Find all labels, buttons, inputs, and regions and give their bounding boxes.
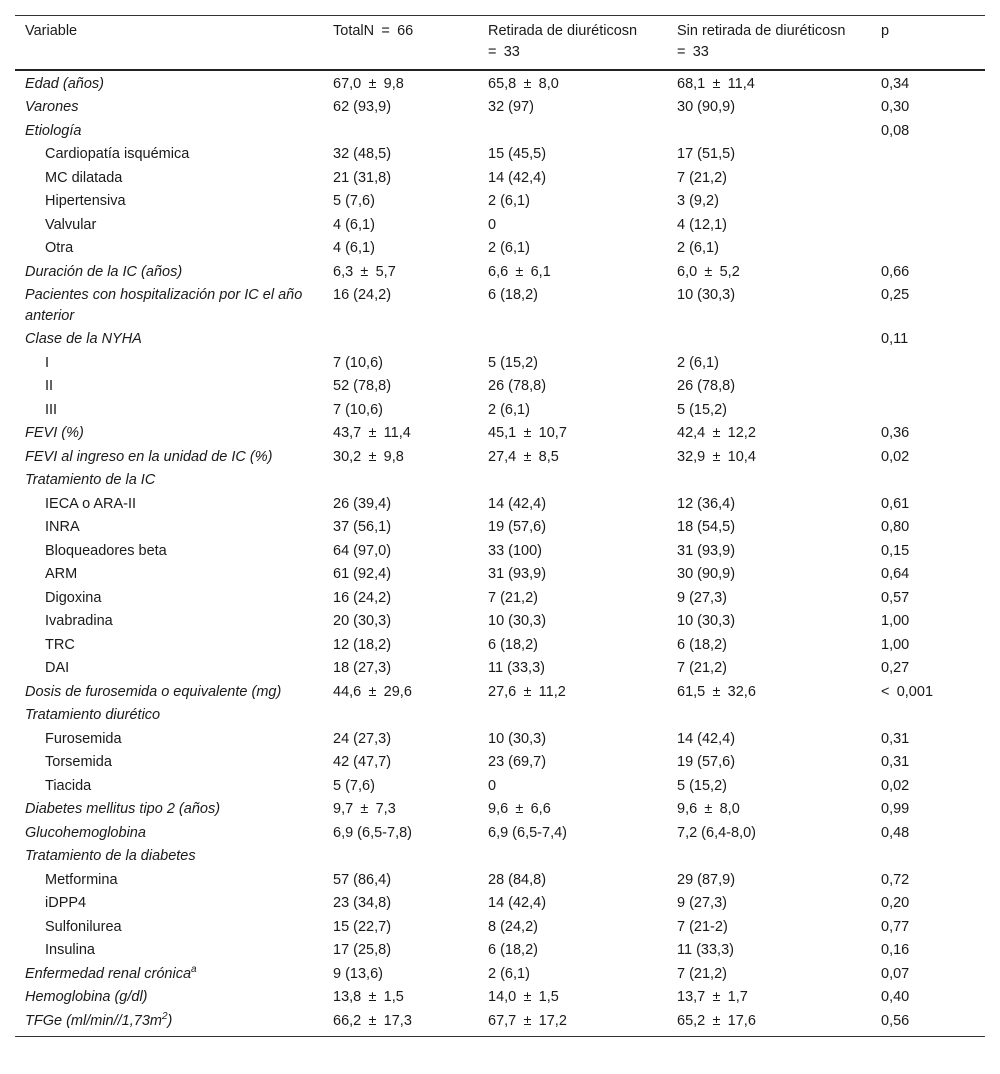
cell-sin-retirada: [667, 845, 871, 848]
row-label: [15, 72, 323, 96]
cell-retirada: 31 (93,9): [488, 566, 547, 582]
cell-sin-retirada: 17 (51,5): [677, 146, 736, 162]
cell-retirada: 6 (18,2): [488, 287, 538, 303]
cell-total: 52 (78,8): [333, 378, 392, 394]
cell-p: 0,20: [881, 895, 910, 911]
cell-total: 7 (10,6): [333, 354, 383, 371]
cell-p: [871, 143, 985, 146]
cell-sin-retirada: 68,1 ± 11,4: [677, 75, 755, 92]
cell-total: 21 (31,8): [333, 169, 392, 186]
cell-retirada: 23 (69,7): [488, 754, 547, 770]
cell-sin-retirada: 12 (36,4): [677, 495, 736, 512]
cell-sin-retirada: [667, 469, 871, 472]
cell-sin-retirada: 13,7 ± 1,7: [677, 989, 748, 1005]
cell-retirada: 8 (24,2): [488, 918, 538, 935]
table-row: [15, 633, 985, 657]
row-label: [15, 351, 323, 375]
row-label-text: INRA: [45, 519, 80, 535]
cell-total: [323, 845, 478, 848]
cell-p: 0,66: [881, 263, 910, 280]
cell-sin-retirada: 31 (93,9): [677, 542, 736, 559]
table-row: [15, 328, 985, 352]
row-label: [15, 868, 323, 892]
row-label-text: ARM: [45, 566, 78, 582]
row-label: [15, 563, 323, 587]
cell-p: 0,07: [881, 965, 910, 982]
cell-retirada: 45,1 ± 10,7: [488, 425, 567, 441]
row-label: [15, 260, 323, 284]
cell-total: 67,0 ± 9,8: [333, 75, 404, 92]
row-label-text: Clase de la NYHA: [25, 331, 142, 347]
header-sin-retirada: Sin retirada de diuréticosn = 33: [677, 23, 853, 60]
cell-sin-retirada: 65,2 ± 17,6: [677, 1012, 756, 1029]
table-row: [15, 96, 985, 120]
cell-p: 0,34: [881, 75, 910, 92]
row-label-text: II: [45, 378, 54, 394]
cell-retirada: 2 (6,1): [488, 240, 530, 256]
table-row: [15, 516, 985, 540]
cell-sin-retirada: 29 (87,9): [677, 871, 736, 888]
cell-sin-retirada: 26 (78,8): [677, 378, 736, 394]
row-label: [15, 915, 323, 939]
cell-p: 0,30: [881, 99, 910, 115]
header-p: p: [881, 23, 890, 39]
table-header-row: [15, 16, 985, 71]
cell-retirada: 10 (30,3): [488, 730, 547, 747]
row-label: [15, 1009, 323, 1033]
cell-p: [871, 213, 985, 216]
cell-total: 66,2 ± 17,3: [333, 1012, 412, 1029]
table-row: [15, 351, 985, 375]
cell-sin-retirada: 5 (15,2): [677, 401, 727, 418]
cell-sin-retirada: 9 (27,3): [677, 589, 727, 606]
cell-total: 17 (25,8): [333, 942, 392, 958]
table-row: [15, 492, 985, 516]
cell-sin-retirada: [667, 704, 871, 707]
cell-sin-retirada: 32,9 ± 10,4: [677, 448, 756, 465]
row-label: [15, 727, 323, 751]
cell-sin-retirada: 9 (27,3): [677, 895, 727, 911]
row-label: [15, 375, 323, 399]
row-label-text: Otra: [45, 240, 74, 256]
table-body: [15, 71, 985, 1033]
row-label-text: Furosemida: [45, 730, 122, 747]
table-row: [15, 284, 985, 328]
row-label-text: Dosis de furosemida o equivalente (mg): [25, 683, 282, 700]
cell-sin-retirada: [667, 328, 871, 331]
cell-sin-retirada: 2 (6,1): [677, 240, 719, 256]
row-label-text: Pacientes con hospitalización por IC el año anterior: [25, 287, 303, 324]
cell-p: 0,56: [881, 1012, 910, 1029]
cell-total: [323, 119, 478, 122]
cell-retirada: 14 (42,4): [488, 895, 547, 911]
cell-sin-retirada: 11 (33,3): [677, 942, 734, 958]
cell-p: 0,11: [881, 331, 909, 347]
row-label: [15, 610, 323, 634]
cell-retirada: [478, 328, 667, 331]
table-row: [15, 143, 985, 167]
table-row: [15, 190, 985, 214]
row-label-text: Glucohemoglobina: [25, 824, 146, 841]
row-label-text: Tratamiento de la IC: [25, 472, 156, 488]
cell-retirada: [478, 845, 667, 848]
cell-retirada: 6 (18,2): [488, 636, 538, 653]
table-row: [15, 892, 985, 916]
cell-p: 0,31: [881, 730, 910, 747]
row-label: [15, 798, 323, 822]
table-row: [15, 237, 985, 261]
cell-p: [871, 351, 985, 354]
cell-p: 0,16: [881, 942, 910, 958]
cell-p: 0,72: [881, 871, 910, 888]
cell-total: 6,9 (6,5-7,8): [333, 824, 412, 841]
table-bottom-rule: [15, 1036, 985, 1037]
cell-sin-retirada: 7 (21,2): [677, 169, 727, 186]
row-label: [15, 586, 323, 610]
table-row: [15, 774, 985, 798]
row-label: [15, 986, 323, 1010]
row-label-text: iDPP4: [45, 895, 87, 911]
row-label-text: Edad (años): [25, 75, 104, 92]
row-label: [15, 166, 323, 190]
cell-total: [323, 328, 478, 331]
cell-retirada: 14,0 ± 1,5: [488, 989, 559, 1005]
header-total: TotalN = 66: [333, 23, 414, 39]
cell-p: 0,57: [881, 589, 910, 606]
cell-sin-retirada: 7 (21,2): [677, 660, 727, 676]
row-label: [15, 96, 323, 120]
cell-p: [871, 704, 985, 707]
cell-total: [323, 469, 478, 472]
row-label: [15, 422, 323, 446]
table-row: [15, 939, 985, 963]
cell-total: 44,6 ± 29,6: [333, 683, 412, 700]
cell-p: 0,40: [881, 989, 910, 1005]
cell-total: 64 (97,0): [333, 542, 392, 559]
row-label-text: Bloqueadores beta: [45, 542, 167, 559]
table-row: [15, 680, 985, 704]
cell-sin-retirada: 30 (90,9): [677, 566, 736, 582]
cell-total: 30,2 ± 9,8: [333, 448, 404, 465]
row-label-text: Sulfonilurea: [45, 918, 122, 935]
cell-p: 0,99: [881, 801, 910, 817]
cell-sin-retirada: 18 (54,5): [677, 519, 736, 535]
row-label: [15, 774, 323, 798]
row-label: [15, 845, 323, 869]
row-label: [15, 190, 323, 214]
cell-retirada: 10 (30,3): [488, 613, 547, 629]
table-row: [15, 1009, 985, 1033]
cell-retirada: 65,8 ± 8,0: [488, 75, 559, 92]
table-row: [15, 539, 985, 563]
cell-p: [871, 469, 985, 472]
cell-sin-retirada: 5 (15,2): [677, 777, 727, 794]
cell-p: 0,08: [881, 122, 910, 139]
cell-p: [871, 398, 985, 401]
cell-p: 0,77: [881, 918, 910, 935]
cell-total: 4 (6,1): [333, 240, 375, 256]
cell-sin-retirada: 30 (90,9): [677, 99, 736, 115]
row-label-text: Hemoglobina (g/dl): [25, 989, 148, 1005]
row-label-text: Tratamiento de la diabetes: [25, 848, 196, 864]
cell-total: 26 (39,4): [333, 495, 392, 512]
cell-retirada: 32 (97): [488, 99, 534, 115]
cell-sin-retirada: 2 (6,1): [677, 354, 719, 371]
cell-sin-retirada: 7 (21-2): [677, 918, 728, 935]
cell-retirada: 33 (100): [488, 542, 543, 559]
cell-retirada: 0: [488, 777, 497, 794]
row-label: [15, 328, 323, 352]
table-row: [15, 751, 985, 775]
cell-total: 6,3 ± 5,7: [333, 263, 396, 280]
cell-retirada: 11 (33,3): [488, 660, 545, 676]
cell-total: 7 (10,6): [333, 401, 383, 418]
row-label: [15, 939, 323, 963]
cell-p: 0,27: [881, 660, 910, 676]
table-row: [15, 962, 985, 986]
table-row: [15, 798, 985, 822]
cell-total: 42 (47,7): [333, 754, 392, 770]
row-label-suffix: ): [167, 1012, 173, 1029]
row-label: [15, 751, 323, 775]
cell-p: 0,02: [881, 448, 910, 465]
cell-retirada: 26 (78,8): [488, 378, 547, 394]
row-label: [15, 492, 323, 516]
cell-total: 43,7 ± 11,4: [333, 425, 411, 441]
cell-p: 0,64: [881, 566, 910, 582]
row-label-text: Cardiopatía isquémica: [45, 146, 190, 162]
table-row: [15, 915, 985, 939]
table-row: [15, 119, 985, 143]
row-label: [15, 704, 323, 728]
cell-retirada: 67,7 ± 17,2: [488, 1012, 567, 1029]
row-label-text: TFGe (ml/min//1,73m: [25, 1012, 162, 1029]
row-label: [15, 119, 323, 143]
cell-total: 16 (24,2): [333, 589, 392, 606]
row-label-text: Valvular: [45, 216, 97, 233]
table-row: [15, 610, 985, 634]
row-label-text: Metformina: [45, 871, 118, 888]
table-row: [15, 469, 985, 493]
cell-sin-retirada: 7,2 (6,4-8,0): [677, 824, 756, 841]
cell-retirada: 2 (6,1): [488, 193, 530, 209]
row-label: [15, 213, 323, 237]
cell-retirada: 14 (42,4): [488, 495, 547, 512]
cell-sin-retirada: 42,4 ± 12,2: [677, 425, 756, 441]
cell-p: 0,80: [881, 519, 910, 535]
cell-p: 0,36: [881, 425, 910, 441]
cell-retirada: 7 (21,2): [488, 589, 538, 606]
row-label: [15, 237, 323, 261]
table-row: [15, 845, 985, 869]
row-label: [15, 284, 323, 328]
cell-retirada: 6,6 ± 6,1: [488, 263, 551, 280]
cell-sin-retirada: 3 (9,2): [677, 193, 719, 209]
cell-sin-retirada: 6,0 ± 5,2: [677, 263, 740, 280]
cell-retirada: 5 (15,2): [488, 354, 538, 371]
cell-retirada: 19 (57,6): [488, 519, 547, 535]
row-label: [15, 633, 323, 657]
row-label-text: DAI: [45, 660, 70, 676]
row-label-text: Diabetes mellitus tipo 2 (años): [25, 801, 221, 817]
row-label: [15, 539, 323, 563]
table-row: [15, 868, 985, 892]
row-label-text: Hipertensiva: [45, 193, 126, 209]
table-row: [15, 704, 985, 728]
cell-p: 0,31: [881, 754, 910, 770]
table-row: [15, 563, 985, 587]
cell-p: [871, 237, 985, 240]
cell-sin-retirada: 19 (57,6): [677, 754, 736, 770]
header-retirada: Retirada de diuréticosn = 33: [488, 23, 645, 60]
row-label: [15, 445, 323, 469]
row-label-text: IECA o ARA-II: [45, 495, 137, 512]
table-row: [15, 422, 985, 446]
footnote-superscript: 2: [161, 1010, 168, 1022]
row-label-text: TRC: [45, 636, 75, 653]
cell-total: 62 (93,9): [333, 99, 392, 115]
cell-retirada: 9,6 ± 6,6: [488, 801, 551, 817]
cell-sin-retirada: 10 (30,3): [677, 287, 736, 303]
cell-total: 4 (6,1): [333, 216, 375, 233]
cell-sin-retirada: 7 (21,2): [677, 965, 727, 982]
row-label-text: Tiacida: [45, 777, 92, 794]
cell-p: 1,00: [881, 636, 910, 653]
cell-total: 23 (34,8): [333, 895, 392, 911]
cell-retirada: 28 (84,8): [488, 871, 547, 888]
cell-retirada: 2 (6,1): [488, 965, 530, 982]
row-label-text: Varones: [25, 99, 79, 115]
cell-total: 13,8 ± 1,5: [333, 989, 404, 1005]
row-label-text: Insulina: [45, 942, 95, 958]
data-table: [15, 15, 985, 1037]
cell-total: 37 (56,1): [333, 519, 392, 535]
table-row: [15, 727, 985, 751]
cell-total: 5 (7,6): [333, 777, 375, 794]
cell-sin-retirada: 61,5 ± 32,6: [677, 683, 756, 700]
cell-total: 5 (7,6): [333, 193, 375, 209]
cell-p: < 0,001: [881, 683, 934, 700]
row-label-text: Ivabradina: [45, 613, 113, 629]
row-label-text: MC dilatada: [45, 169, 123, 186]
cell-retirada: 6,9 (6,5-7,4): [488, 824, 567, 841]
cell-retirada: 0: [488, 216, 497, 233]
cell-total: 61 (92,4): [333, 566, 392, 582]
cell-sin-retirada: 6 (18,2): [677, 636, 727, 653]
table-row: [15, 213, 985, 237]
row-label-text: Etiología: [25, 122, 82, 139]
cell-retirada: [478, 704, 667, 707]
table-row: [15, 72, 985, 96]
cell-total: 12 (18,2): [333, 636, 392, 653]
row-label-text: Duración de la IC (años): [25, 263, 183, 280]
row-label-text: FEVI al ingreso en la unidad de IC (%): [25, 448, 273, 465]
cell-retirada: [478, 469, 667, 472]
row-label: [15, 516, 323, 540]
cell-sin-retirada: 14 (42,4): [677, 730, 736, 747]
cell-sin-retirada: 4 (12,1): [677, 216, 727, 233]
cell-p: [871, 166, 985, 169]
row-label: [15, 469, 323, 493]
table-row: [15, 260, 985, 284]
cell-p: 0,15: [881, 542, 910, 559]
table-row: [15, 586, 985, 610]
row-label: [15, 680, 323, 704]
cell-retirada: [478, 119, 667, 122]
cell-total: 24 (27,3): [333, 730, 392, 747]
cell-sin-retirada: [667, 119, 871, 122]
row-label: [15, 143, 323, 167]
table-row: [15, 445, 985, 469]
row-label: [15, 892, 323, 916]
table-row: [15, 375, 985, 399]
table-row: [15, 986, 985, 1010]
row-label-text: Torsemida: [45, 754, 112, 770]
cell-total: 32 (48,5): [333, 146, 392, 162]
footnote-superscript: a: [191, 963, 197, 975]
cell-p: 0,25: [881, 287, 910, 303]
cell-total: 18 (27,3): [333, 660, 392, 676]
cell-total: 9,7 ± 7,3: [333, 801, 396, 817]
cell-sin-retirada: 10 (30,3): [677, 613, 736, 629]
cell-total: 20 (30,3): [333, 613, 392, 629]
cell-p: 0,61: [881, 495, 910, 512]
row-label: [15, 398, 323, 422]
cell-total: [323, 704, 478, 707]
cell-total: 57 (86,4): [333, 871, 392, 888]
cell-p: 0,02: [881, 777, 910, 794]
cell-p: [871, 190, 985, 193]
row-label: [15, 657, 323, 681]
row-label: [15, 962, 323, 986]
cell-total: 9 (13,6): [333, 965, 383, 982]
cell-retirada: 2 (6,1): [488, 401, 530, 418]
table-row: [15, 657, 985, 681]
row-label-text: I: [45, 354, 50, 371]
row-label-text: FEVI (%): [25, 425, 84, 441]
cell-retirada: 14 (42,4): [488, 169, 547, 186]
cell-total: 16 (24,2): [333, 287, 392, 303]
cell-p: [871, 845, 985, 848]
cell-p: [871, 375, 985, 378]
cell-sin-retirada: 9,6 ± 8,0: [677, 801, 740, 817]
row-label: [15, 821, 323, 845]
cell-p: 1,00: [881, 613, 910, 629]
row-label-text: Enfermedad renal crónica: [25, 965, 192, 982]
cell-total: 15 (22,7): [333, 918, 392, 935]
row-label-text: Tratamiento diurético: [25, 707, 161, 723]
table-row: [15, 821, 985, 845]
cell-retirada: 27,6 ± 11,2: [488, 683, 566, 700]
table-row: [15, 398, 985, 422]
cell-retirada: 27,4 ± 8,5: [488, 448, 559, 465]
row-label-text: III: [45, 401, 58, 418]
cell-retirada: 15 (45,5): [488, 146, 547, 162]
cell-p: 0,48: [881, 824, 910, 841]
header-variable: Variable: [25, 23, 78, 39]
table-row: [15, 166, 985, 190]
cell-retirada: 6 (18,2): [488, 942, 538, 958]
row-label-text: Digoxina: [45, 589, 102, 606]
